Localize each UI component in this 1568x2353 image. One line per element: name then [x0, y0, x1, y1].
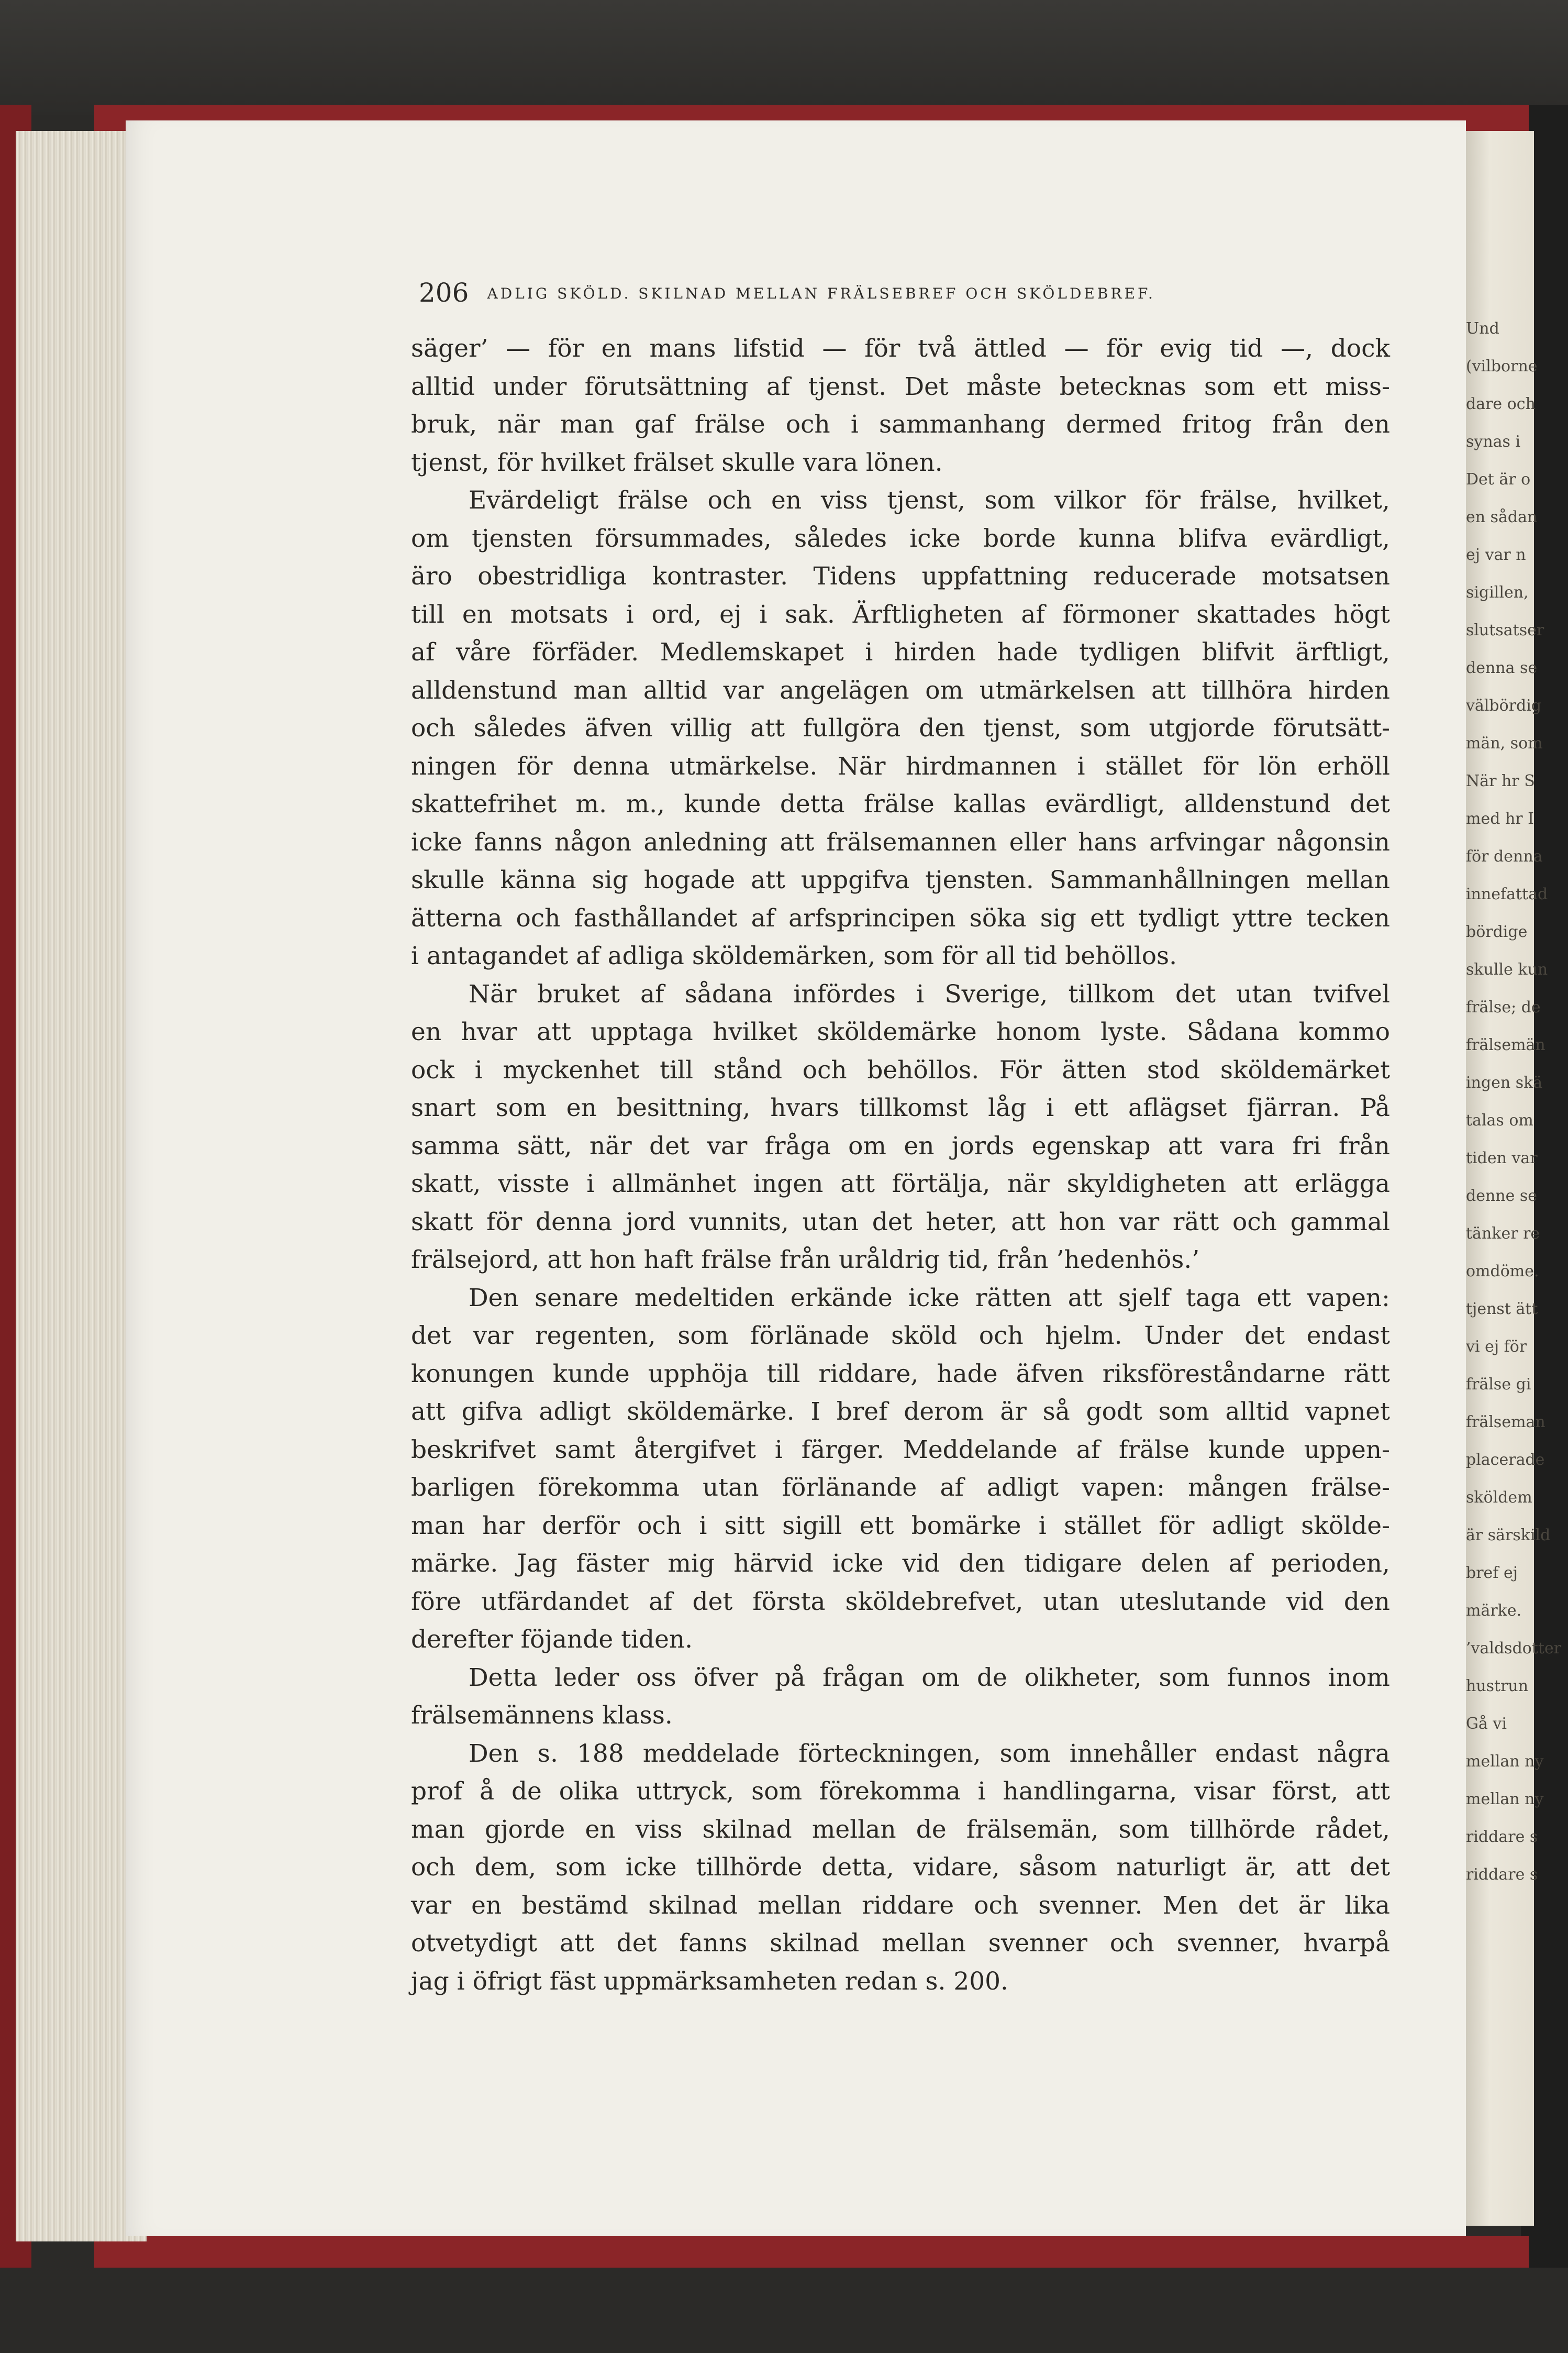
text-line: tjenst, för hvilket frälset skulle vara lönen.	[411, 448, 943, 477]
next-page-fragment: bördige	[1466, 923, 1528, 941]
next-page-fragment: mellan ny	[1466, 1752, 1544, 1771]
text-line: af våre förfäder. Medlemskapet i hirden hade tydligen blifvit ärftligt,	[411, 638, 1390, 667]
next-page-fragment: tjenst ätt	[1466, 1300, 1538, 1318]
next-page-fragment: Gå vi	[1466, 1715, 1507, 1733]
next-page-fragment: märke.	[1466, 1601, 1522, 1620]
next-page-fragment: ej var n	[1466, 546, 1526, 564]
background-top	[0, 0, 1568, 115]
next-page-fragment: innefattad	[1466, 885, 1548, 903]
text-line: det var regenten, som förlänade sköld och hjelm. Under det endast	[411, 1321, 1390, 1350]
text-line: Den s. 188 meddelade förteckningen, som innehåller endast några	[469, 1739, 1390, 1768]
next-page-fragment: synas i	[1466, 433, 1521, 451]
text-line: ningen för denna utmärkelse. När hirdmannen i stället för lön erhöll	[411, 752, 1390, 781]
text-line: Den senare medeltiden erkände icke rätten att sjelf taga ett vapen:	[469, 1283, 1390, 1312]
next-page-fragment: ingen skä	[1466, 1074, 1543, 1092]
next-page-edge	[1461, 131, 1562, 2226]
next-page-fragment: slutsatser	[1466, 621, 1544, 639]
next-page-fragment: Und	[1466, 319, 1499, 338]
text-line: var en bestämd skilnad mellan riddare och svenner. Men det är lika	[411, 1891, 1390, 1920]
running-head: ADLIG SKÖLD. SKILNAD MELLAN FRÄLSEBREF OCH SKÖLDEBREF.	[487, 285, 1155, 302]
text-line: ock i myckenhet till stånd och behöllos. För ätten stod sköldemärket	[411, 1055, 1390, 1085]
next-page-fragment: hustrun	[1466, 1677, 1529, 1695]
text-line: och således äfven villig att fullgöra den tjenst, som utgjorde förutsätt-	[411, 714, 1390, 743]
next-page-fragment: denna se	[1466, 659, 1538, 677]
text-line: frälsemännens klass.	[411, 1701, 673, 1730]
next-page-fragment: tänker re	[1466, 1224, 1540, 1243]
next-page-fragment: riddare s	[1466, 1865, 1538, 1884]
text-line: en hvar att upptaga hvilket sköldemärke honom lyste. Sådana kommo	[411, 1018, 1390, 1046]
text-line: märke. Jag fäster mig härvid icke vid den tidigare delen af perioden,	[411, 1549, 1390, 1578]
text-line: otvetydigt att det fanns skilnad mellan svenner och svenner, hvarpå	[411, 1929, 1390, 1958]
text-line: snart som en besittning, hvars tillkomst låg i ett aflägset fjärran. På	[411, 1093, 1390, 1122]
text-line: alltid under förutsättning af tjenst. Det måste betecknas som ett miss-	[411, 372, 1390, 401]
text-line: alldenstund man alltid var angelägen om utmärkelsen att tillhöra hirden	[411, 676, 1390, 705]
next-page-fragment: (vilborne	[1466, 357, 1538, 375]
text-line: man gjorde en viss skilnad mellan de frälsemän, som tillhörde rådet,	[411, 1815, 1390, 1844]
page-number: 206	[419, 278, 469, 308]
text-line: man har derför och i sitt sigill ett bomärke i stället för adligt skölde-	[411, 1511, 1390, 1540]
text-line: säger’ — för en mans lifstid — för två ättled — för evig tid —, dock	[411, 334, 1390, 363]
next-page-fragment: frälse gi	[1466, 1375, 1531, 1394]
text-line: skatt för denna jord vunnits, utan det heter, att hon var rätt och gammal	[411, 1207, 1390, 1236]
next-page-fragment: mellan ny	[1466, 1790, 1544, 1808]
text-line: äro obestridliga kontraster. Tidens uppfattning reducerade motsatsen	[411, 562, 1390, 591]
text-line: Evärdeligt frälse och en viss tjenst, som vilkor för frälse, hvilket,	[469, 486, 1390, 515]
next-page-fragment: bref ej	[1466, 1564, 1518, 1582]
next-page-fragment: män, som	[1466, 734, 1543, 753]
text-line: Detta leder oss öfver på frågan om de olikheter, som funnos inom	[469, 1663, 1390, 1692]
body-text	[411, 330, 1390, 2001]
text-line: skatt, visste i allmänhet ingen att förtälja, när skyldigheten att erlägga	[411, 1169, 1390, 1198]
text-line: samma sätt, när det var fråga om en jords egenskap att vara fri från	[411, 1131, 1390, 1161]
next-page-fragment: en sådan	[1466, 508, 1538, 526]
text-line: skattefrihet m. m., kunde detta frälse kallas evärdligt, alldenstund det	[411, 790, 1390, 819]
next-page-fragment: vi ej för	[1466, 1338, 1527, 1356]
text-line: frälsejord, att hon haft frälse från uråldrig tid, från ’hedenhös.’	[411, 1245, 1200, 1274]
text-line: konungen kunde upphöja till riddare, hade äfven riksföreståndarne rätt	[411, 1359, 1390, 1388]
text-line: prof å de olika uttryck, som förekomma i handlingarna, visar först, att	[411, 1777, 1390, 1806]
next-page-fragment: riddare s	[1466, 1828, 1538, 1846]
next-page-fragment: Det är o	[1466, 470, 1531, 489]
text-line: skulle känna sig hogade att uppgifva tjensten. Sammanhållningen mellan	[411, 866, 1390, 894]
next-page-fragment: sigillen,	[1466, 583, 1529, 602]
next-page-fragment: ’valdsdotter	[1466, 1639, 1562, 1658]
text-line: derefter föjande tiden.	[411, 1625, 693, 1654]
next-page-fragment: omdöme.	[1466, 1262, 1539, 1280]
text-line: barligen förekomma utan förlänande af adligt vapen: mången frälse-	[411, 1473, 1390, 1502]
text-line: och dem, som icke tillhörde detta, vidare, såsom naturligt är, att det	[411, 1853, 1390, 1882]
text-line: När bruket af sådana infördes i Sverige, tillkom det utan tvifvel	[469, 979, 1390, 1009]
next-page-fragment: frälsemän	[1466, 1036, 1545, 1054]
cover-edge-bottom	[94, 2236, 1529, 2268]
next-page-fragment: frälse; de	[1466, 998, 1541, 1017]
next-page-fragment: När hr S	[1466, 772, 1535, 790]
next-page-fragment: välbördig	[1466, 697, 1542, 715]
next-page-fragment: talas om	[1466, 1111, 1533, 1130]
next-page-fragment: är särskild	[1466, 1526, 1551, 1544]
text-line: icke fanns någon anledning att frälsemannen eller hans arfvingar någonsin	[411, 827, 1390, 857]
text-line: till en motsats i ord, ej i sak. Ärftligheten af förmoner skattades högt	[411, 600, 1390, 629]
text-line: bruk, när man gaf frälse och i sammanhang dermed fritog från den	[411, 410, 1390, 439]
next-page-fragment: placerade	[1466, 1451, 1545, 1469]
next-page-fragment: sköldem	[1466, 1488, 1532, 1507]
next-page-fragment: skulle kun	[1466, 960, 1548, 979]
next-page-fragment: för denna	[1466, 847, 1543, 866]
text-line: jag i öfrigt fäst uppmärksamheten redan s. 200.	[411, 1967, 1008, 1996]
text-line: ätterna och fasthållandet af arfsprincipen söka sig ett tydligt yttre tecken	[411, 903, 1390, 933]
next-page-fragment: frälseman	[1466, 1413, 1545, 1431]
page-header	[419, 278, 1288, 309]
next-page-fragment: dare och	[1466, 395, 1536, 413]
next-page-fragment: med hr I	[1466, 810, 1534, 828]
next-page-fragment: denne se	[1466, 1187, 1538, 1205]
text-line: om tjensten försummades, således icke borde kunna blifva evärdligt,	[411, 524, 1390, 553]
text-line: före utfärdandet af det första sköldebrefvet, utan uteslutande vid den	[411, 1587, 1390, 1616]
next-page-fragment: tiden var	[1466, 1149, 1538, 1167]
text-line: beskrifvet samt återgifvet i färger. Meddelande af frälse kunde uppen-	[411, 1435, 1390, 1464]
text-line: att gifva adligt sköldemärke. I bref derom är så godt som alltid vapnet	[411, 1397, 1390, 1426]
text-line: i antagandet af adliga sköldemärken, som för all tid behöllos.	[411, 942, 1177, 970]
